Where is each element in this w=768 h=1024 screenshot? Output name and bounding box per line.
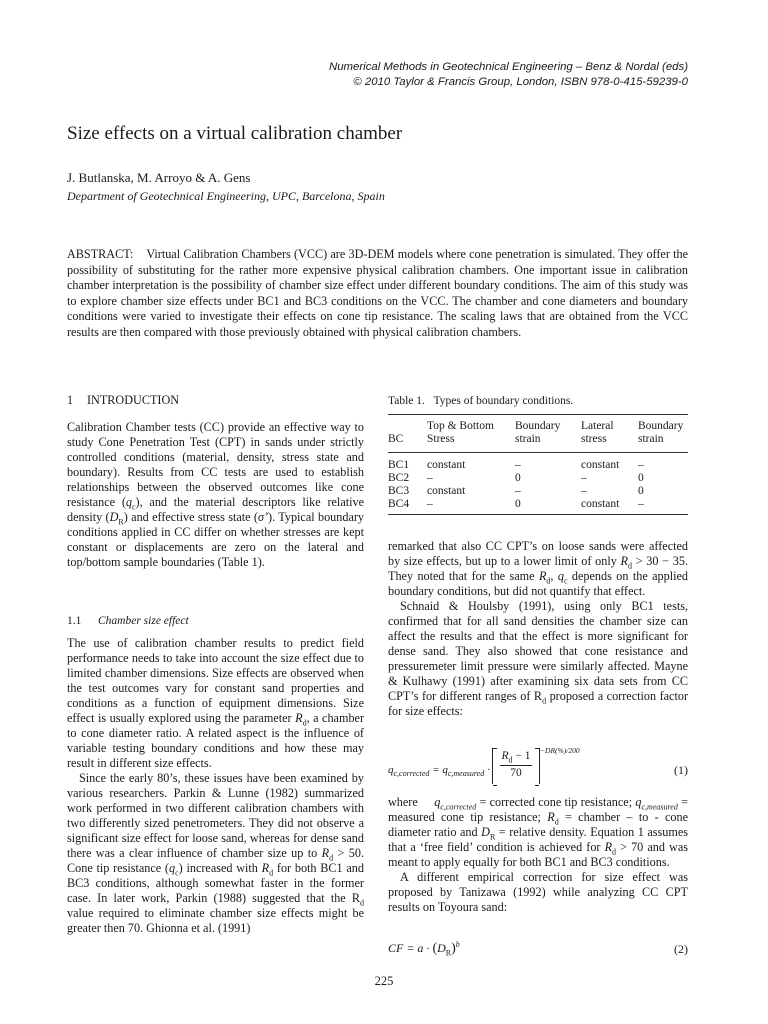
symbol: CF = a · bbox=[388, 941, 433, 955]
equation-2-number: (2) bbox=[674, 942, 688, 956]
symbol: D bbox=[109, 510, 119, 524]
size-effect-text bbox=[67, 636, 364, 936]
text-run: proposed a correction factor for size effects: bbox=[388, 689, 689, 718]
symbol: R bbox=[547, 810, 555, 824]
table-cell: – bbox=[427, 472, 433, 484]
header-text: Top & Bottom bbox=[427, 420, 494, 432]
authors: J. Butlanska, M. Arroyo & A. Gens bbox=[67, 170, 251, 185]
paren-close: ) bbox=[451, 941, 456, 956]
text-run: = relative density. Equation 1 assumes that a ‘free field’ condition is achieved for bbox=[388, 825, 688, 854]
table-cell: – bbox=[638, 459, 644, 471]
header-cell bbox=[388, 415, 427, 453]
header-text: Lateral bbox=[581, 420, 614, 432]
table-cell: – bbox=[515, 459, 521, 471]
table-cell: constant bbox=[581, 459, 620, 471]
symbol: q bbox=[388, 764, 394, 776]
abstract-text: Virtual Calibration Chambers (VCC) are 3D-DEM models where cone penetration is simulated. They offer the possibility of substituting for the rather more expensive physical calibration chambers. One important issue in calibration chamber interpretation is the possibility of chamber size effect under different boundary conditions. The aim of this study was to explore chamber size effects under BC1 and BC3 conditions on the VCC. The chamber and cone diameters and boundary conditions were varied to investigate their effects on cone tip resistance. The scaling laws that are obtained from the VCC results are then compared with those previously obtained with physical calibration chambers. bbox=[67, 247, 689, 339]
paragraph bbox=[388, 539, 688, 599]
subsection-title: Chamber size effect bbox=[98, 615, 189, 627]
section-number: 1 bbox=[67, 393, 74, 407]
table-cell: 0 bbox=[515, 472, 521, 484]
header-text: stress bbox=[581, 433, 607, 445]
symbol: R bbox=[538, 569, 547, 583]
equation-1 bbox=[388, 746, 688, 788]
subscript: c bbox=[563, 576, 568, 586]
page-number: 225 bbox=[374, 974, 394, 988]
subscript: d bbox=[554, 817, 559, 827]
subsection-number: 1.1 bbox=[67, 615, 82, 627]
header-text: BC bbox=[388, 433, 404, 445]
table-cell: constant bbox=[427, 485, 466, 497]
symbol: q bbox=[434, 795, 441, 809]
table-row bbox=[388, 453, 688, 473]
symbol: q bbox=[125, 495, 132, 509]
table-cell: – bbox=[581, 472, 587, 484]
symbol: q bbox=[635, 795, 642, 809]
subscript: d bbox=[508, 755, 513, 765]
header-line-2: © 2010 Taylor & Francis Group, London, ISBN 978-0-415-59239-0 bbox=[353, 76, 688, 88]
table-cell: 0 bbox=[515, 498, 521, 510]
table-cell: – bbox=[581, 485, 587, 497]
text-run: , bbox=[550, 569, 558, 583]
text-run: ). Typical boundary conditions applied in CC differ on whether stresses are kept constant or displacements are zero on the lateral and top/bottom sample boundaries (Table 1). bbox=[67, 510, 365, 569]
fraction-bar bbox=[500, 765, 532, 766]
header-cell bbox=[581, 415, 638, 453]
header-cell bbox=[427, 415, 515, 453]
bracket-right-serif bbox=[535, 748, 539, 786]
subscript: c,measured bbox=[447, 769, 485, 779]
paragraph bbox=[388, 795, 688, 870]
table-header-row bbox=[388, 415, 688, 453]
paragraph bbox=[67, 771, 364, 936]
equation-1-number: (1) bbox=[674, 763, 688, 777]
text-run: The use of calibration chamber results to predict field performance needs to take into account the size effect due to limited chamber dimensions. Size effects are observed when the test outcomes vary for constant sand properties and conditions as a function of equipment dimensions. Size effect is usually explored using the parameter bbox=[67, 636, 364, 725]
text-run: ) increased with bbox=[178, 861, 262, 875]
header-cell bbox=[515, 415, 581, 453]
header-text: strain bbox=[515, 433, 541, 445]
equation-2 bbox=[388, 941, 460, 957]
symbol: = q bbox=[429, 764, 448, 776]
right-column-text-top bbox=[388, 539, 688, 719]
table-row bbox=[388, 498, 688, 515]
text-run: = measured cone tip resistance; bbox=[388, 795, 688, 824]
table-cell: 0 bbox=[638, 485, 644, 497]
table-cell: constant bbox=[427, 459, 466, 471]
fraction-numerator bbox=[499, 750, 533, 765]
right-column-text-bottom bbox=[388, 795, 688, 915]
subscript: R bbox=[118, 517, 124, 527]
symbol: q bbox=[168, 861, 176, 875]
abstract-label: ABSTRACT: bbox=[67, 247, 134, 261]
subscript: d bbox=[360, 898, 364, 908]
text-run: = corrected cone tip resistance; bbox=[476, 795, 636, 809]
table-cell: BC2 bbox=[388, 472, 410, 484]
table-cell: 0 bbox=[638, 472, 644, 484]
table-cell: – bbox=[515, 485, 521, 497]
equation-bracket bbox=[492, 748, 540, 784]
running-header bbox=[230, 60, 688, 90]
subscript: R bbox=[489, 832, 496, 842]
caption-label: Table 1. bbox=[388, 395, 425, 407]
subscript: d bbox=[269, 868, 274, 878]
symbol: R bbox=[261, 861, 270, 875]
text-run: Calibration Chamber tests (CC) provide an effective way to study Cone Penetration Test (CPT) in sands under strictly controlled conditions (material, density, stress state and boundary). Results from CC tests are used to establish relationships between the observed outcomes like cone resistance ( bbox=[67, 420, 364, 509]
header-text: Boundary bbox=[638, 420, 684, 432]
header-line-1: Numerical Methods in Geotechnical Engineering – Benz & Nordal (eds) bbox=[329, 61, 688, 73]
symbol: q bbox=[557, 569, 564, 583]
paragraph: A different empirical correction for size effect was proposed by Tanizawa (1992) while analyzing CC CPT results on Toyoura sand: bbox=[388, 870, 688, 914]
header-text: Stress bbox=[427, 433, 455, 445]
header-text: strain bbox=[638, 433, 664, 445]
table-row bbox=[388, 485, 688, 498]
paragraph bbox=[388, 599, 688, 719]
symbol: σ’ bbox=[257, 510, 269, 524]
table-row bbox=[388, 472, 688, 485]
affiliation: Department of Geotechnical Engineering, UPC, Barcelona, Spain bbox=[67, 189, 385, 203]
table-cell: constant bbox=[581, 498, 620, 510]
text-run: − 1 bbox=[512, 750, 531, 762]
subscript: c bbox=[131, 502, 136, 512]
table-cell: – bbox=[427, 498, 433, 510]
table-caption bbox=[388, 394, 573, 409]
text-run: value required to eliminate chamber size effects might be greater then 70. Ghionna et al. (1991) bbox=[67, 906, 364, 935]
subscript: d bbox=[302, 718, 307, 728]
text-run: Since the early 80’s, these issues have been examined by various researchers. Parkin & Lunne (1982) summarized work performed in two different calibration chambers with two differently sized penetrometers. They did not observe a significant size effect for loose sand, whereas for dense sand there was a clear influence of chamber size up to bbox=[67, 771, 364, 860]
symbol: R bbox=[604, 840, 613, 854]
symbol: R bbox=[295, 711, 303, 725]
equation-exponent: −DR(%)/200 bbox=[540, 746, 580, 755]
text-run: = chamber – to - cone diameter ratio and bbox=[388, 810, 688, 839]
table-cell: – bbox=[638, 498, 644, 510]
equation-lhs bbox=[388, 764, 491, 779]
subsection-heading-chamber-size-effect bbox=[67, 614, 189, 629]
subscript: d bbox=[627, 561, 632, 571]
paren-open: ( bbox=[432, 941, 438, 956]
fraction-denominator: 70 bbox=[510, 767, 522, 779]
text-run: > 70 and was meant to apply equally for both BC1 and BC3 conditions. bbox=[388, 840, 688, 869]
intro-paragraph bbox=[67, 420, 364, 570]
superscript: b bbox=[455, 940, 460, 949]
subscript: d bbox=[329, 853, 334, 863]
subscript: c bbox=[175, 868, 179, 878]
subscript: c,corrected bbox=[393, 769, 430, 779]
boundary-conditions-table bbox=[388, 414, 688, 515]
subscript: d bbox=[546, 576, 551, 586]
text-run: > 30 − 35. They noted that for the same bbox=[388, 554, 689, 583]
text-run: ), and the material descriptors like relative density ( bbox=[67, 495, 364, 524]
section-title: INTRODUCTION bbox=[87, 393, 180, 407]
subscript: d bbox=[542, 696, 547, 706]
text-run: Schnaid & Houlsby (1991), using only BC1 tests, confirmed that for all sand densities the chamber size can affect the results and that the effect is more significant for dense sand. They also showed that cone resistance and pressuremeter limit pressure were similarly affected. Mayne & Kulhawy (1991) after examining six data sets from CC CPT’s for different ranges of R bbox=[388, 599, 688, 703]
section-heading-introduction bbox=[67, 393, 179, 408]
symbol: D bbox=[437, 941, 446, 955]
subscript: c,measured bbox=[641, 802, 678, 812]
subscript: c,corrected bbox=[440, 802, 477, 812]
paper-title: Size effects on a virtual calibration chamber bbox=[67, 123, 403, 144]
subscript: d bbox=[612, 847, 617, 857]
table-cell: BC3 bbox=[388, 485, 410, 497]
text-run: remarked that also CC CPT’s on loose sands were affected by size effects, but up to a lower limit of only bbox=[388, 539, 688, 568]
symbol: R bbox=[321, 846, 330, 860]
text-run: where bbox=[388, 795, 418, 809]
symbol: R bbox=[501, 750, 509, 762]
header-cell bbox=[638, 415, 688, 453]
table-cell: BC1 bbox=[388, 459, 410, 471]
paragraph bbox=[67, 636, 364, 771]
table-cell: BC4 bbox=[388, 498, 410, 510]
subscript: R bbox=[445, 948, 452, 958]
bracket-left-serif bbox=[493, 748, 497, 786]
caption-text: Types of boundary conditions. bbox=[433, 395, 574, 407]
symbol: R bbox=[620, 554, 628, 568]
operator: · bbox=[484, 764, 491, 776]
text-run: for both BC1 and BC3 conditions, although somewhat faster in the former case. In later work, Parkin (1988) suggested that the R bbox=[67, 861, 364, 905]
symbol: D bbox=[481, 825, 490, 839]
text-run: > 50. Cone tip resistance ( bbox=[67, 846, 364, 875]
text-run: depends on the applied boundary conditions, but did not quantify that effect. bbox=[388, 569, 689, 598]
text-run: , a chamber to cone diameter ratio. A related aspect is the influence of variable testing boundary conditions and how these may result in different size effects. bbox=[67, 711, 365, 770]
abstract bbox=[67, 247, 688, 340]
header-text: Boundary bbox=[515, 420, 561, 432]
text-run: ) and effective stress state ( bbox=[123, 510, 258, 524]
